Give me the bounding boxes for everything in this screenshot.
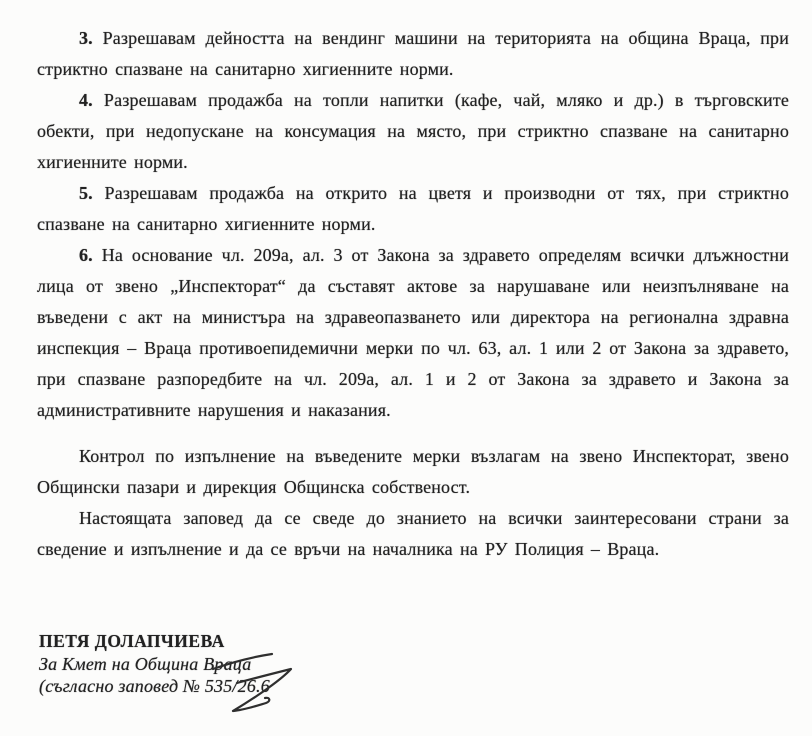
- paragraph-notice-text: Настоящата заповед да се сведе до знанието на всички заинтересовани страни за сведение и изпълнение и да се връчи на началника на РУ Полиция – Враца.: [37, 508, 789, 559]
- paragraph-3-number: 3.: [79, 28, 93, 48]
- paragraph-5: [37, 178, 789, 240]
- paragraph-control: [37, 441, 789, 503]
- paragraph-4-text: Разрешавам продажба на топли напитки (кафе, чай, мляко и др.) в търговските обекти, при недопускане на консумация на място, при стриктно спазване на санитарно хигиенните норми.: [37, 90, 789, 172]
- paragraph-control-text: Контрол по изпълнение на въведените мерки възлагам на звено Инспекторат, звено Общински пазари и дирекция Общинска собственост.: [37, 446, 789, 497]
- document-body: [37, 23, 789, 565]
- signature-block: [39, 630, 379, 698]
- paragraph-notice: [37, 503, 789, 565]
- paragraph-4: [37, 85, 789, 178]
- paragraph-3: [37, 23, 789, 85]
- paragraph-6-text: На основание чл. 209а, ал. 3 от Закона за здравето определям всички длъжностни лица от звено „Инспекторат“ да съставят актове за нарушаване или неизпълняване на въведени с акт на министъра на здравеопазването или директора на регионална здравна инспекция – Враца противоепидемични мерки по чл. 63, ал. 1 или 2 от Закона за здравето, при спазване разпоредбите на чл. 209а, ал. 1 и 2 от Закона за здравето и Закона за административните нарушения и наказания.: [37, 245, 789, 420]
- paragraph-5-number: 5.: [79, 183, 93, 203]
- signer-title: За Кмет на Община Враца: [39, 653, 252, 674]
- paragraph-4-number: 4.: [79, 90, 93, 110]
- signer-order-reference: (съгласно заповед № 535/26.6: [39, 676, 270, 696]
- paragraph-3-text: Разрешавам дейността на вендинг машини на територията на община Враца, при стриктно спазване на санитарно хигиенните норми.: [37, 28, 789, 79]
- paragraph-5-text: Разрешавам продажба на открито на цветя и производни от тях, при стриктно спазване на санитарно хигиенните норми.: [37, 183, 789, 234]
- paragraph-6: [37, 240, 789, 426]
- signer-name: ПЕТЯ ДОЛАПЧИЕВА: [39, 631, 225, 651]
- paragraph-6-number: 6.: [79, 245, 93, 265]
